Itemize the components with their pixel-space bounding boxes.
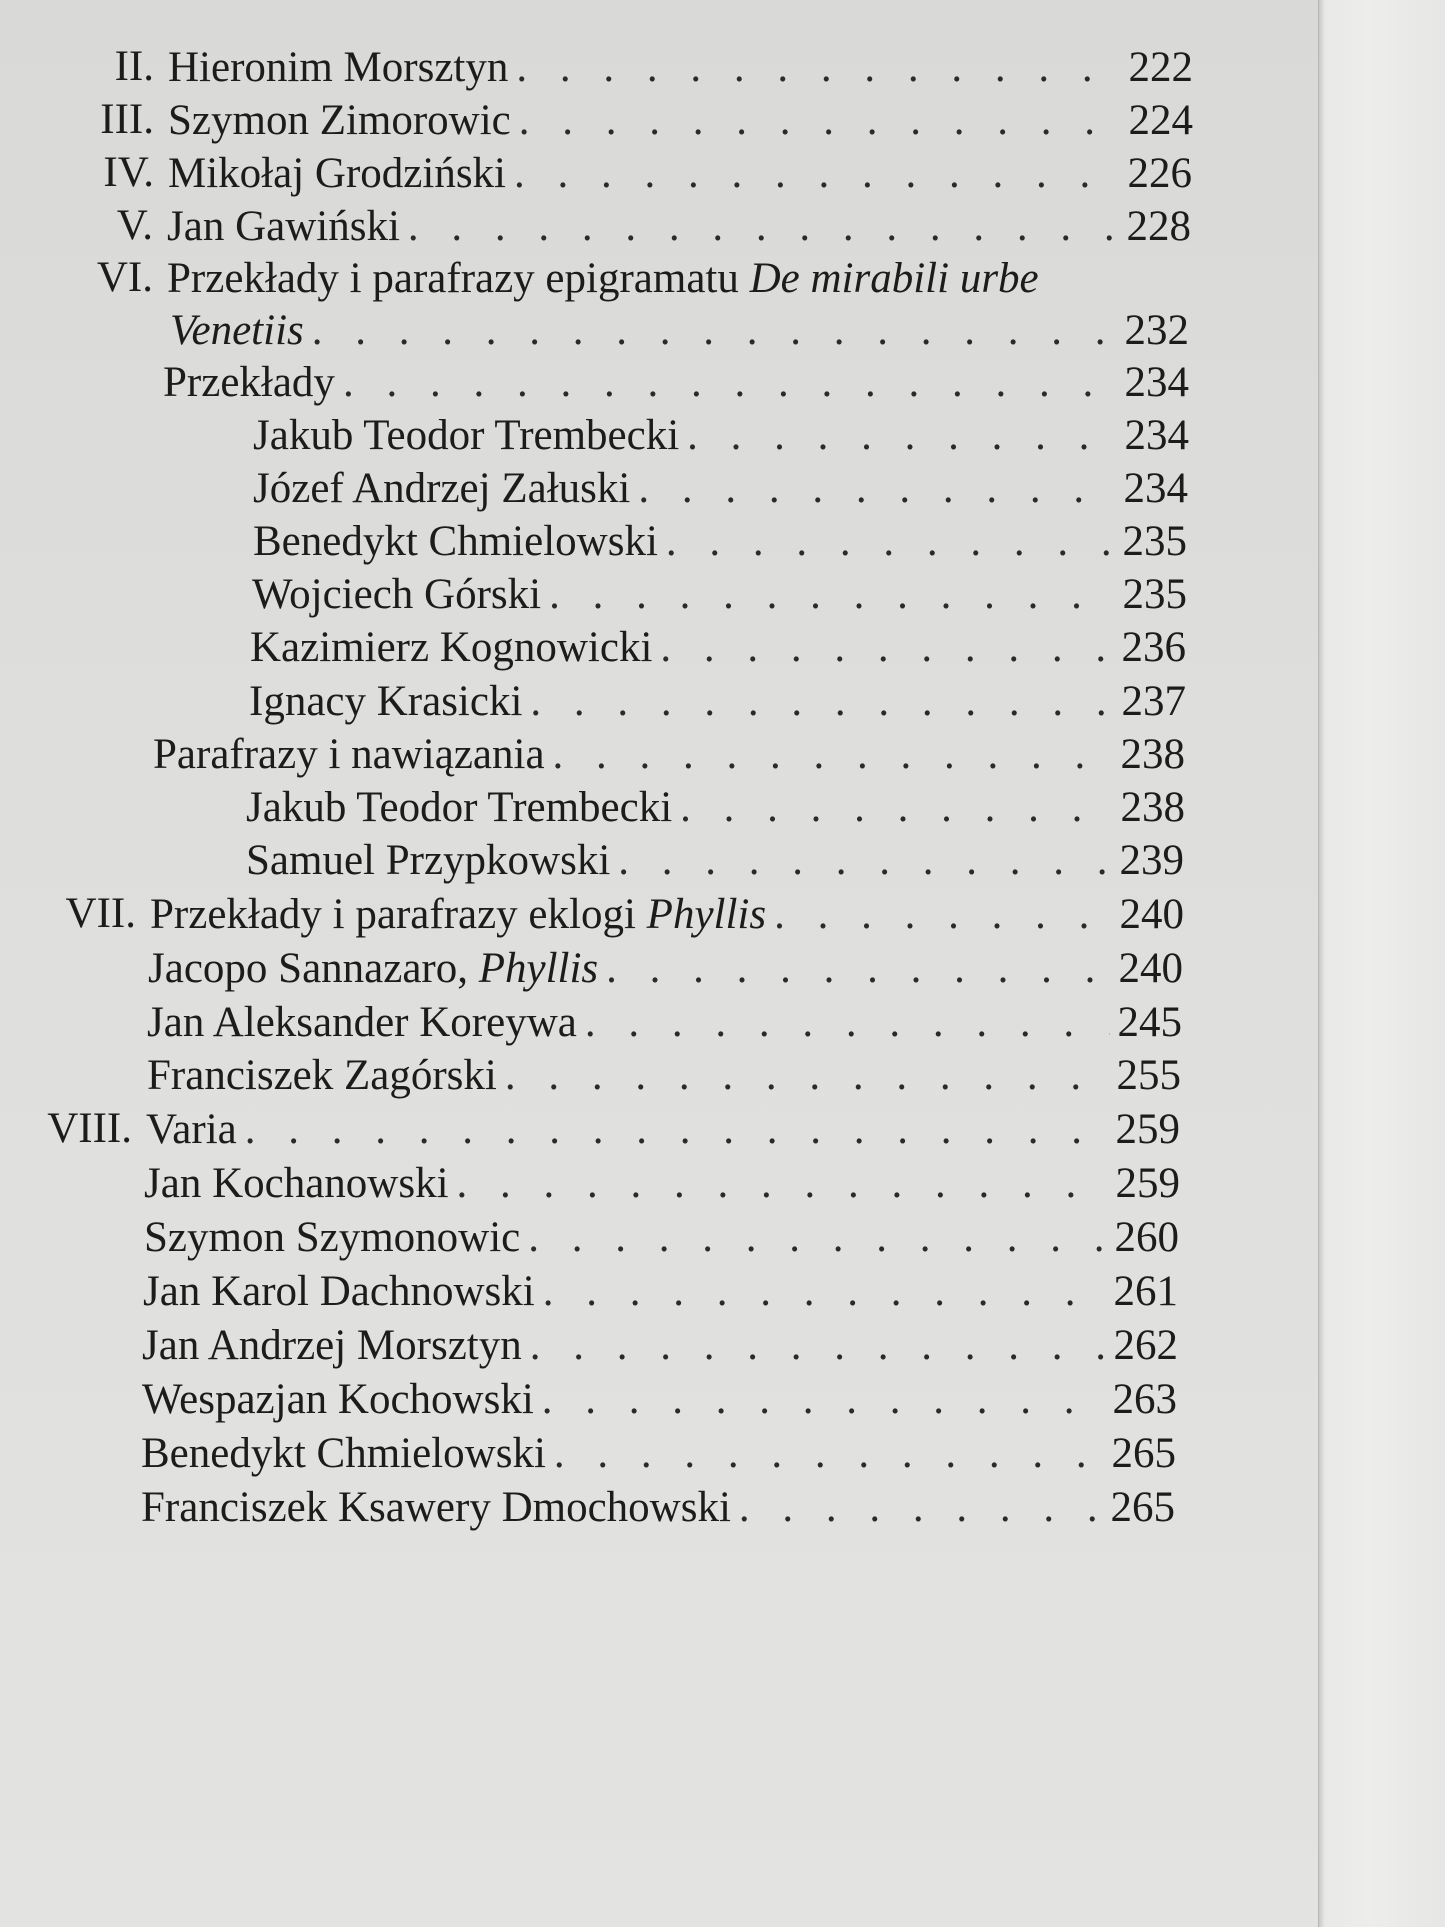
toc-entry-title: Benedykt Chmielowski	[141, 1430, 546, 1477]
toc-entry-page: 265	[1110, 1484, 1175, 1531]
toc-entry-title: Wojciech Górski	[252, 571, 542, 618]
toc-entry: VII. Przekłady i parafrazy eklogi Phyllis . . . 240	[150, 889, 1184, 941]
toc-entry-title: Varia	[146, 1106, 237, 1153]
toc-entry-title-italic: De mirabili urbe	[749, 255, 1039, 302]
dot-leader	[408, 201, 1119, 253]
dot-leader	[680, 782, 1112, 834]
toc-entry-page: 259	[1115, 1106, 1180, 1153]
toc-subsection	[163, 357, 1189, 409]
toc-entry: V. Jan Gawiński . . . 228	[167, 201, 1191, 253]
toc-entry-page: 238	[1120, 784, 1185, 831]
toc-entry-title: Ignacy Krasicki	[249, 678, 523, 725]
toc-entry-title: Jacopo Sannazaro, Phyllis	[148, 945, 599, 992]
dot-leader	[343, 357, 1117, 409]
dot-leader	[666, 516, 1115, 568]
toc-entry-title: Mikołaj Grodziński	[168, 150, 506, 197]
dot-leader	[638, 463, 1115, 515]
toc-entry: VIII. Varia . . . 259	[146, 1104, 1180, 1156]
toc-entry-title: Jakub Teodor Trembecki	[246, 784, 673, 831]
dot-leader	[542, 1374, 1105, 1426]
toc-entry-title: Jan Kochanowski	[144, 1160, 449, 1207]
toc-author-entry	[144, 1212, 1179, 1264]
toc-entry-title: Przekłady	[163, 359, 335, 406]
dot-leader	[618, 835, 1111, 887]
dot-leader	[687, 410, 1116, 462]
toc-author-entry	[253, 410, 1189, 462]
toc-entry-page: 232	[1124, 307, 1189, 354]
toc-entry-page: 261	[1113, 1268, 1178, 1315]
toc-entry-title: Benedykt Chmielowski	[253, 518, 658, 565]
toc-entry-page: 245	[1117, 999, 1182, 1046]
toc-entry-page: 259	[1115, 1160, 1180, 1207]
dot-leader	[519, 95, 1121, 147]
toc-entry-page: 236	[1121, 624, 1186, 671]
toc-entry-page: 234	[1123, 465, 1188, 512]
toc-author-entry	[252, 569, 1187, 621]
dot-leader	[505, 1050, 1109, 1102]
toc-entry-page: 235	[1122, 518, 1187, 565]
toc-author-entry	[144, 1158, 1180, 1210]
toc-author-entry	[253, 516, 1187, 568]
toc-entry-title: Hieronim Morsztyn	[168, 44, 509, 91]
toc-entry-title: Józef Andrzej Załuski	[253, 465, 631, 512]
toc-author-entry	[147, 997, 1182, 1049]
dot-leader	[516, 42, 1120, 94]
toc-entry-page: 265	[1111, 1430, 1176, 1477]
toc-entry-title-italic: Venetiis	[170, 307, 304, 354]
dot-leader	[528, 1212, 1106, 1264]
dot-leader	[514, 148, 1120, 200]
toc-entry-title: Samuel Przypkowski	[246, 837, 611, 884]
toc-entry-page: 239	[1119, 837, 1184, 884]
toc-entry-page: 238	[1120, 731, 1185, 778]
toc-entry-title: Jan Aleksander Koreywa	[147, 999, 577, 1046]
toc-entry-title: Jakub Teodor Trembecki	[253, 412, 680, 459]
toc-entry-page: 222	[1128, 44, 1193, 91]
toc-entry-title: Jan Karol Dachnowski	[143, 1268, 535, 1315]
toc-subsection	[153, 729, 1185, 781]
toc-entry-title: Franciszek Ksawery Dmochowski	[141, 1484, 731, 1531]
toc-entry-page: 255	[1116, 1052, 1181, 1099]
toc-author-entry	[249, 676, 1186, 728]
toc-entry-page: 235	[1122, 571, 1187, 618]
dot-leader	[739, 1482, 1103, 1534]
toc-author-entry	[141, 1428, 1176, 1480]
facing-page-edge	[1318, 0, 1445, 1927]
toc-author-entry	[141, 1482, 1175, 1534]
toc-entry-title: Parafrazy i nawiązania	[153, 731, 545, 778]
toc-entry: VI. Przekłady i parafrazy epigramatu De mirabili urbe	[167, 253, 1191, 305]
toc-entry: IV. Mikołaj Grodziński . . . 226	[168, 148, 1192, 200]
toc-entry-page: 262	[1113, 1322, 1178, 1369]
toc-author-entry	[147, 1050, 1181, 1102]
toc-entry-title-italic: Phyllis	[646, 891, 767, 938]
toc-entry-page: 260	[1114, 1214, 1179, 1261]
toc-entry-page: 226	[1127, 150, 1192, 197]
toc-author-entry	[250, 622, 1186, 674]
toc-entry-title: Przekłady i parafrazy eklogi Phyllis	[150, 891, 767, 938]
dot-leader	[457, 1158, 1108, 1210]
toc-entry-title	[170, 305, 304, 357]
toc-author-entry	[246, 835, 1184, 887]
toc-entry	[170, 305, 1189, 357]
toc-author-entry	[142, 1374, 1177, 1426]
toc-entry-page: 263	[1112, 1376, 1177, 1423]
dot-leader	[660, 622, 1113, 674]
toc-author-entry	[148, 943, 1183, 995]
toc-entry-page: 224	[1128, 97, 1193, 144]
dot-leader	[606, 943, 1110, 995]
dot-leader	[774, 889, 1111, 941]
toc-entry-title: Jan Andrzej Morsztyn	[142, 1322, 522, 1369]
toc-author-entry	[246, 782, 1185, 834]
toc-entry-title: Szymon Zimorowic	[168, 97, 511, 144]
dot-leader	[530, 1320, 1106, 1372]
toc-entry-title: Kazimierz Kognowicki	[250, 624, 653, 671]
toc-entry: II. Hieronim Morsztyn . . . 222	[168, 42, 1193, 94]
toc-entry-title: Jan Gawiński	[167, 203, 400, 250]
dot-leader	[530, 676, 1113, 728]
toc-author-entry	[143, 1266, 1178, 1318]
toc-author-entry	[253, 463, 1188, 515]
dot-leader	[549, 569, 1114, 621]
toc-entry-page: 237	[1121, 678, 1186, 725]
dot-leader	[312, 305, 1117, 357]
toc-entry-page: 234	[1124, 412, 1189, 459]
dot-leader	[585, 997, 1110, 1049]
toc-entry-page: 240	[1119, 891, 1184, 938]
dot-leader	[554, 1428, 1104, 1480]
toc-entry-page: 234	[1124, 359, 1189, 406]
toc-author-entry	[142, 1320, 1178, 1372]
dot-leader	[245, 1104, 1108, 1156]
toc-entry-page: 228	[1126, 203, 1191, 250]
toc-entry-title: Szymon Szymonowic	[144, 1214, 521, 1261]
toc-entry-title: Przekłady i parafrazy epigramatu De mirabili urbe	[167, 255, 1039, 302]
toc-entry-title: Wespazjan Kochowski	[142, 1376, 534, 1423]
dot-leader	[553, 729, 1113, 781]
toc-entry-page: 240	[1118, 945, 1183, 992]
dot-leader	[543, 1266, 1106, 1318]
toc-entry-title: Franciszek Zagórski	[147, 1052, 497, 1099]
toc-entry: III. Szymon Zimorowic . . . 224	[168, 95, 1193, 147]
toc-entry-title-italic: Phyllis	[478, 945, 599, 992]
